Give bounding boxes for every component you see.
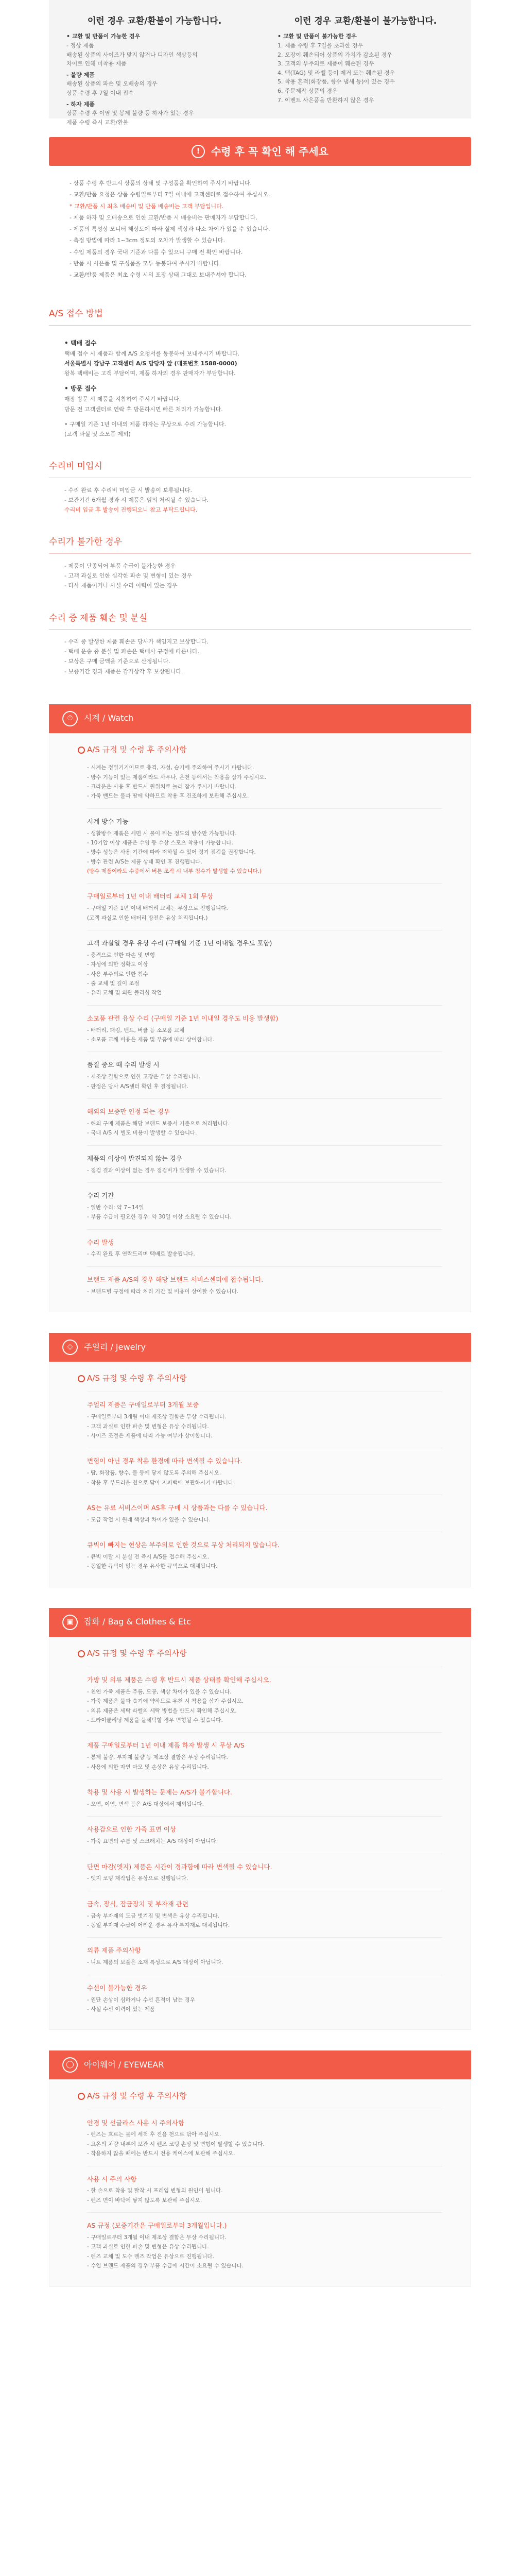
text-line: - 부품 수급이 필요한 경우: 약 30일 이상 소요될 수 있습니다. — [87, 1214, 232, 1221]
refund-possible-title: 이런 경우 교환/환불이 가능합니다. — [87, 16, 222, 26]
text-line: - 니트 제품의 보풀은 소재 특성으로 A/S 대상이 아닙니다. — [87, 1959, 223, 1966]
rule-title: 품질 중요 때 수리 발생 시 — [87, 1061, 160, 1069]
text-line: - 크라운은 사용 후 반드시 원위치로 눌러 잠가 주시기 바랍니다. — [87, 783, 237, 790]
text-line: - 유리 교체 및 외관 폴리싱 작업 — [87, 990, 162, 996]
rule-title: 의류 제품 주의사항 — [87, 1946, 141, 1955]
repair-fee-unpaid-title: 수리비 미입시 — [49, 460, 471, 478]
refund-impossible-title: 이런 경우 교환/환불이 불가능합니다. — [294, 16, 437, 26]
list-item: 5. 착용 흔적(화장품, 향수 냄새 등)이 있는 경우 — [278, 78, 395, 86]
text-line: - 드라이클리닝 제품을 물세탁할 경우 변형될 수 있습니다. — [87, 1717, 223, 1723]
text-line: - 자성에 의한 정확도 이상 — [87, 961, 148, 968]
text-line: - 큐빅 이탈 시 분실 전 즉시 A/S를 접수해 주십시오. — [87, 1554, 210, 1560]
text-line: - 타사 제품이거나 사설 수리 이력이 있는 경우 — [64, 582, 178, 589]
text-line: - 구매일로부터 3개월 이내 제조상 결함은 무상 수리됩니다. — [87, 2234, 227, 2241]
text-line: - 천연 가죽 제품은 주름, 모공, 색상 차이가 있을 수 있습니다. — [87, 1688, 232, 1695]
list-item: 6. 주문제작 상품의 경우 — [278, 87, 338, 94]
text-line: - 고객 과실로 인한 파손 및 변형은 유상 수리됩니다. — [87, 2244, 209, 2250]
rule-title: 주얼리 제품은 구매일로부터 3개월 보증 — [87, 1401, 199, 1409]
list-item: 7. 이벤트 사은품을 반환하지 않은 경우 — [278, 96, 374, 104]
text-line: - 의류 제품은 세탁 라벨의 세탁 방법을 반드시 확인해 주십시오. — [87, 1707, 237, 1714]
repair-fee-unpaid-body — [49, 478, 471, 522]
rule-title: 사용감으로 인한 가죽 표면 이상 — [87, 1825, 176, 1834]
check-after-receipt-banner — [49, 137, 471, 166]
rule-title: 수선이 불가능한 경우 — [87, 1984, 147, 1992]
rule-block — [78, 1740, 442, 1772]
notice-line: - 교환/반품 제품은 최초 수령 시의 포장 상태 그대로 보내주셔야 합니다. — [70, 272, 247, 278]
repair-impossible-body — [49, 554, 471, 598]
rule-block — [78, 891, 442, 923]
text-line: - 고객 과실로 인한 파손 및 변형은 유상 수리됩니다. — [87, 1423, 209, 1430]
text-line: 방문 전 고객센터로 연락 후 방문하시면 빠른 처리가 가능합니다. — [64, 405, 223, 413]
text-line: - 구매일로부터 3개월 이내 제조상 결함은 무상 수리됩니다. — [87, 1414, 227, 1420]
text-line: 수리비 입금 후 발송이 진행되오니 참고 부탁드립니다. — [64, 506, 198, 514]
text-line: • 구매일 기준 1년 이내의 제품 하자는 무상으로 수리 가능합니다. — [64, 420, 227, 428]
watch-section — [49, 733, 471, 1312]
text-line: - 렌즈 교체 및 도수 렌즈 작업은 유상으로 진행됩니다. — [87, 2253, 214, 2260]
rule-block — [78, 1153, 442, 1175]
jewelry-section — [49, 1362, 471, 1587]
category-bar-jewelry — [49, 1333, 471, 1362]
rule-block — [78, 2117, 442, 2159]
damage-loss-body — [49, 630, 471, 684]
text-line: - 엣지 코팅 재작업은 유상으로 진행됩니다. — [87, 1875, 188, 1882]
rule-block — [78, 1982, 442, 2014]
list-item: • 교환 및 반품이 가능한 경우 — [66, 33, 141, 40]
list-item: 상품 수령 후 이염 및 봉제 불량 등 하자가 있는 경우 — [66, 110, 194, 117]
divider — [87, 1937, 442, 1938]
bag-blocks — [78, 1667, 442, 2014]
rule-title: 착용 및 사용 시 발생하는 문제는 A/S가 불가합니다. — [87, 1788, 232, 1796]
text-line: - 동일 부자재 수급이 어려운 경우 유사 부자재로 대체됩니다. — [87, 1922, 230, 1928]
rule-title: 금속, 장식, 잠금장치 및 부자재 관련 — [87, 1900, 188, 1908]
banner-title: 수령 후 꼭 확인 해 주세요 — [211, 145, 328, 158]
notice-line: - 제품 하자 및 오배송으로 인한 교환/반품 시 배송비는 판매자가 부담합니다. — [70, 214, 257, 221]
delivery-receipt-heading: • 택배 접수 — [64, 339, 97, 347]
exclamation-icon: ! — [192, 145, 205, 158]
rule-block — [78, 1899, 442, 1930]
refund-possible-col — [49, 0, 260, 126]
ring-icon: ◇ — [62, 1340, 78, 1355]
category-title: 주얼리 / Jewelry — [84, 1342, 146, 1352]
list-item: 배송된 상품의 사이즈가 맞지 않거나 디자인 색상등의 — [66, 51, 198, 58]
divider — [87, 1098, 442, 1099]
list-item: - 정상 제품 — [66, 42, 94, 49]
text-line: - 수리 완료 후 연락드리며 택배로 발송됩니다. — [87, 1251, 195, 1258]
text-line: - 보증기간 경과 제품은 감가상각 후 보상됩니다. — [64, 668, 183, 675]
text-line: - 보상은 구매 금액을 기준으로 산정됩니다. — [64, 658, 170, 665]
divider — [87, 2212, 442, 2213]
list-item: 3. 고객의 부주의로 제품이 훼손된 경우 — [278, 60, 374, 67]
rule-block — [78, 1013, 442, 1045]
text-line: (방수 제품이라도 수중에서 버튼 조작 시 내부 침수가 발생할 수 있습니다.) — [87, 868, 262, 874]
category-title: 시계 / Watch — [84, 713, 134, 723]
jewelry-blocks — [78, 1392, 442, 1571]
list-item: 상품 수령 후 7일 이내 접수 — [66, 89, 134, 96]
rule-title: 제품의 이상이 발견되지 않는 경우 — [87, 1154, 182, 1162]
text-line: - 가죽 밴드는 물과 땀에 약하므로 착용 후 건조하게 보관해 주십시오. — [87, 793, 249, 800]
text-line: - 사용에 의한 자연 마모 및 손상은 유상 수리됩니다. — [87, 1764, 209, 1770]
rule-title: 구매일로부터 1년 이내 배터리 교체 1회 무상 — [87, 892, 214, 901]
as-rules-heading: A/S 규정 및 수령 후 주의사항 — [78, 744, 442, 756]
rule-block — [78, 1059, 442, 1091]
rule-title: 변형이 아닌 경우 착용 환경에 따라 변색될 수 있습니다. — [87, 1457, 242, 1465]
text-line: - 금속 부자재의 도금 벗겨짐 및 변색은 유상 수리됩니다. — [87, 1912, 219, 1919]
text-line: - 생활방수 제품은 세면 시 물이 튀는 정도의 방수만 가능합니다. — [87, 830, 237, 837]
text-line: - 가죽 제품은 물과 습기에 약하므로 우천 시 착용을 삼가 주십시오. — [87, 1698, 244, 1705]
text-line: - 구매일 기준 1년 이내 배터리 교체는 무상으로 진행됩니다. — [87, 905, 228, 912]
list-item: 2. 포장이 훼손되어 상품의 가치가 감소된 경우 — [278, 51, 392, 58]
text-line: 매장 방문 시 제품을 지참하여 주시기 바랍니다. — [64, 396, 181, 403]
list-item: 제품 수령 즉시 교환/환불 — [66, 118, 129, 126]
watch-intro — [78, 763, 442, 801]
text-line: - 렌즈는 흐르는 물에 세척 후 전용 천으로 닦아 주십시오. — [87, 2131, 221, 2138]
rule-title: 제품 구매일로부터 1년 이내 제품 하자 발생 시 무상 A/S — [87, 1741, 245, 1750]
list-item: • 교환 및 반품이 불가능한 경우 — [278, 33, 357, 40]
bag-section — [49, 1637, 471, 2030]
text-line: - 방수 기능이 있는 제품이라도 사우나, 온천 등에서는 착용을 삼가 주십시오. — [87, 774, 267, 781]
text-line: - 오염, 이염, 변색 등은 A/S 대상에서 제외됩니다. — [87, 1801, 204, 1807]
text-line: - 수리 중 발생한 제품 훼손은 당사가 책임지고 보상합니다. — [64, 638, 209, 645]
list-item: - 불량 제품 — [66, 71, 95, 78]
text-line: (고객 과실로 인한 배터리 방전은 유상 처리됩니다.) — [87, 914, 208, 921]
text-line: - 보관기간 6개월 경과 시 제품은 임의 처리될 수 있습니다. — [64, 496, 209, 503]
text-line: - 충격으로 인한 파손 및 변형 — [87, 952, 155, 958]
rule-block — [78, 2174, 442, 2206]
text-line: - 고온의 차량 내부에 보관 시 렌즈 코팅 손상 및 변형이 발생할 수 있습니다. — [87, 2141, 265, 2147]
eyewear-blocks — [78, 2110, 442, 2271]
text-line: - 수리 완료 후 수리비 미입금 시 발송이 보류됩니다. — [64, 486, 192, 494]
text-line: - 일반 수리: 약 7~14일 — [87, 1204, 144, 1211]
text-line: - 도금 작업 시 원래 색상과 차이가 있을 수 있습니다. — [87, 1516, 211, 1523]
as-rules-heading: A/S 규정 및 수령 후 주의사항 — [78, 1372, 442, 1384]
rule-block — [78, 2220, 442, 2270]
rule-title: 브랜드 제품 A/S의 경우 해당 브랜드 서비스센터에 접수됩니다. — [87, 1275, 264, 1283]
as-method-body — [49, 326, 471, 447]
category-bar-bag — [49, 1608, 471, 1637]
text-line: - 동일한 큐빅이 없는 경우 유사한 큐빅으로 대체됩니다. — [87, 1563, 218, 1570]
divider — [87, 1779, 442, 1780]
damage-loss-title: 수리 중 제품 훼손 및 분실 — [49, 612, 471, 630]
notice-line: - 수입 제품의 경우 국내 기준과 다를 수 있으니 구매 전 확인 바랍니다. — [70, 248, 243, 256]
text-line: - 사이즈 조절은 제품에 따라 가능 여부가 상이합니다. — [87, 1432, 213, 1439]
glasses-icon: ◯ — [62, 2057, 78, 2073]
category-title: 아이웨어 / EYEWEAR — [84, 2059, 164, 2070]
text-line: - 사설 수선 이력이 있는 제품 — [87, 2006, 155, 2012]
text-line: - 해외 구매 제품은 해당 브랜드 보증서 기준으로 처리됩니다. — [87, 1120, 230, 1127]
bag-icon: ▣ — [62, 1615, 78, 1630]
text-line: - 가죽 표면의 주름 및 스크래치는 A/S 대상이 아닙니다. — [87, 1838, 218, 1845]
text-line: - 10기압 이상 제품은 수영 등 수상 스포츠 착용이 가능합니다. — [87, 839, 233, 846]
text-line: - 줄 교체 및 길이 조절 — [87, 980, 140, 987]
text-line: - 렌즈 면이 바닥에 닿지 않도록 보관해 주십시오. — [87, 2197, 202, 2204]
notice-line: - 반품 시 사은품 및 구성품을 모두 동봉하여 주시기 바랍니다. — [70, 260, 221, 267]
category-title: 잡화 / Bag & Clothes & Etc — [84, 1617, 191, 1627]
text-line: - 판정은 당사 A/S센터 확인 후 결정됩니다. — [87, 1083, 188, 1090]
text-line: - 배터리, 패킹, 밴드, 버클 등 소모품 교체 — [87, 1027, 185, 1033]
rule-title: 수리 발생 — [87, 1238, 114, 1246]
rule-title: 소모품 관련 유상 수리 (구매일 기준 1년 이내일 경우도 비용 발생함) — [87, 1014, 279, 1022]
text-line: - 사용 부주의로 인한 침수 — [87, 971, 148, 977]
rule-block — [78, 816, 442, 876]
divider — [87, 1145, 442, 1146]
rule-block — [78, 1502, 442, 1524]
text-line: - 고객 과실로 인한 심각한 파손 및 변형이 있는 경우 — [64, 572, 192, 580]
divider — [87, 1732, 442, 1733]
notice-line: * 교환/반품 시 최초 배송비 및 반품 배송비는 고객 부담입니다. — [70, 202, 224, 210]
rule-title: AS 규정 (보증기간은 구매일로부터 3개월입니다.) — [87, 2222, 227, 2230]
watch-icon: ⏱ — [62, 711, 78, 726]
text-line: - 방수 관련 A/S는 제품 상태 확인 후 진행됩니다. — [87, 858, 202, 865]
list-item: - 하자 제품 — [66, 100, 95, 108]
as-method-title: A/S 접수 방법 — [49, 307, 471, 325]
rule-title: 시계 방수 기능 — [87, 817, 129, 825]
text-line: - 원단 손상이 심하거나 수선 흔적이 남는 경우 — [87, 1996, 195, 2003]
rule-block — [78, 1945, 442, 1967]
category-bar-watch — [49, 704, 471, 733]
rule-block — [78, 1787, 442, 1809]
watch-blocks — [78, 808, 442, 1296]
text-line: - 착용 후 부드러운 천으로 닦아 지퍼백에 보관하시기 바랍니다. — [87, 1479, 235, 1486]
rule-title: 사용 시 주의 사항 — [87, 2175, 137, 2183]
rule-title: AS는 유료 서비스이며 AS후 구매 시 상품과는 다를 수 있습니다. — [87, 1503, 268, 1512]
visit-receipt-heading: • 방문 접수 — [64, 385, 97, 393]
text-line: - 시계는 정밀기기이므로 충격, 자성, 습기에 주의하여 주시기 바랍니다. — [87, 765, 254, 771]
exchange-refund-panel — [49, 0, 471, 126]
divider — [87, 1229, 442, 1230]
rule-title: 가방 및 의류 제품은 수령 후 반드시 제품 상태를 확인해 주십시오. — [87, 1676, 271, 1684]
repair-impossible-title: 수리가 불가한 경우 — [49, 535, 471, 553]
rule-block — [78, 1190, 442, 1222]
rule-block — [78, 1674, 442, 1725]
text-line: (고객 과실 및 소모품 제외) — [64, 431, 131, 438]
text-line: - 브랜드별 규정에 따라 처리 기간 및 비용이 상이할 수 있습니다. — [87, 1288, 239, 1295]
rule-block — [78, 1399, 442, 1440]
text-line: - 방수 성능은 사용 기간에 따라 저하될 수 있어 정기 점검을 권장합니다. — [87, 849, 256, 856]
rule-block — [78, 1106, 442, 1138]
text-line: - 착용하지 않을 때에는 반드시 전용 케이스에 보관해 주십시오. — [87, 2150, 235, 2157]
rule-block — [78, 938, 442, 998]
text-line: - 봉제 불량, 부자재 불량 등 제조상 결함은 무상 수리됩니다. — [87, 1754, 228, 1761]
divider — [87, 1182, 442, 1183]
notice-line: - 교환/반품 요청은 상품 수령일로부터 7일 이내에 고객센터로 접수하여 주십시오. — [70, 191, 270, 198]
rule-title: 수리 기간 — [87, 1191, 114, 1199]
text-line: 왕복 택배비는 고객 부담이며, 제품 하자의 경우 판매자가 부담합니다. — [64, 370, 236, 377]
text-line: - 택배 운송 중 분실 및 파손은 택배사 규정에 따릅니다. — [64, 648, 200, 655]
rule-title: 단면 마감(엣지) 제품은 시간이 경과함에 따라 변색될 수 있습니다. — [87, 1862, 272, 1871]
notice-line: - 상품 수령 후 반드시 상품의 상태 및 구성품을 확인하여 주시기 바랍니다. — [70, 180, 252, 187]
text-line: - 수입 브랜드 제품의 경우 부품 수급에 시간이 소요될 수 있습니다. — [87, 2263, 244, 2269]
notice-content — [49, 166, 471, 294]
notice-line: - 제품의 특성상 모니터 해상도에 따라 실제 색상과 다소 차이가 있을 수 있습니다. — [70, 226, 270, 232]
rule-block — [78, 1237, 442, 1259]
list-item: 차이로 인해 미착용 제품 — [66, 60, 127, 67]
text-line: - 땀, 화장품, 향수, 물 등에 닿지 않도록 주의해 주십시오. — [87, 1470, 221, 1477]
text-line: 택배 접수 시 제품과 함께 A/S 요청서를 동봉하여 보내주시기 바랍니다. — [64, 350, 240, 357]
list-item: 1. 제품 수령 후 7일을 초과한 경우 — [278, 42, 363, 49]
divider — [87, 808, 442, 809]
text-line: 서울특별시 강남구 고객센터 A/S 담당자 앞 (대표번호 1588-0000) — [64, 360, 237, 367]
list-item: 4. 택(TAG) 및 라벨 등이 제거 또는 훼손된 경우 — [278, 69, 395, 76]
text-line: - 국내 A/S 시 별도 비용이 발생할 수 있습니다. — [87, 1130, 197, 1137]
rule-title: 안경 및 선글라스 사용 시 주의사항 — [87, 2119, 184, 2127]
divider — [87, 883, 442, 884]
rule-title: 고객 과실일 경우 유상 수리 (구매일 기준 1년 이내일 경우도 포함) — [87, 939, 272, 947]
text-line: - 점검 결과 이상이 없는 경우 점검비가 발생할 수 있습니다. — [87, 1167, 227, 1174]
category-bar-eyewear — [49, 2050, 471, 2079]
text-line: - 소모품 교체 비용은 제품 및 부품에 따라 상이합니다. — [87, 1037, 214, 1043]
eyewear-section — [49, 2079, 471, 2286]
list-item: 배송된 상품의 파손 및 오배송의 경우 — [66, 80, 158, 88]
refund-impossible-list — [278, 32, 454, 105]
refund-impossible-col — [260, 0, 471, 118]
notice-line: - 측정 방법에 따라 1~3cm 정도의 오차가 발생할 수 있습니다. — [70, 237, 226, 244]
rule-block — [78, 1274, 442, 1296]
rule-title: 해외의 보증만 인정 되는 경우 — [87, 1108, 170, 1115]
text-line: - 한 손으로 착용 및 탈착 시 프레임 변형의 원인이 됩니다. — [87, 2188, 223, 2194]
divider — [87, 1816, 442, 1817]
refund-possible-list — [66, 32, 242, 127]
as-rules-heading: A/S 규정 및 수령 후 주의사항 — [78, 2090, 442, 2102]
rule-block — [78, 1455, 442, 1487]
rule-block — [78, 1824, 442, 1846]
rule-block — [78, 1539, 442, 1571]
divider — [87, 1266, 442, 1267]
divider — [87, 1005, 442, 1006]
text-line: - 제조상 결함으로 인한 고장은 무상 수리됩니다. — [87, 1074, 200, 1080]
as-rules-heading: A/S 규정 및 수령 후 주의사항 — [78, 1648, 442, 1659]
text-line: - 제품이 단종되어 부품 수급이 불가능한 경우 — [64, 562, 176, 569]
rule-block — [78, 1861, 442, 1884]
rule-title: 큐빅이 빠지는 현상은 부주의로 인한 것으로 무상 처리되지 않습니다. — [87, 1541, 280, 1549]
